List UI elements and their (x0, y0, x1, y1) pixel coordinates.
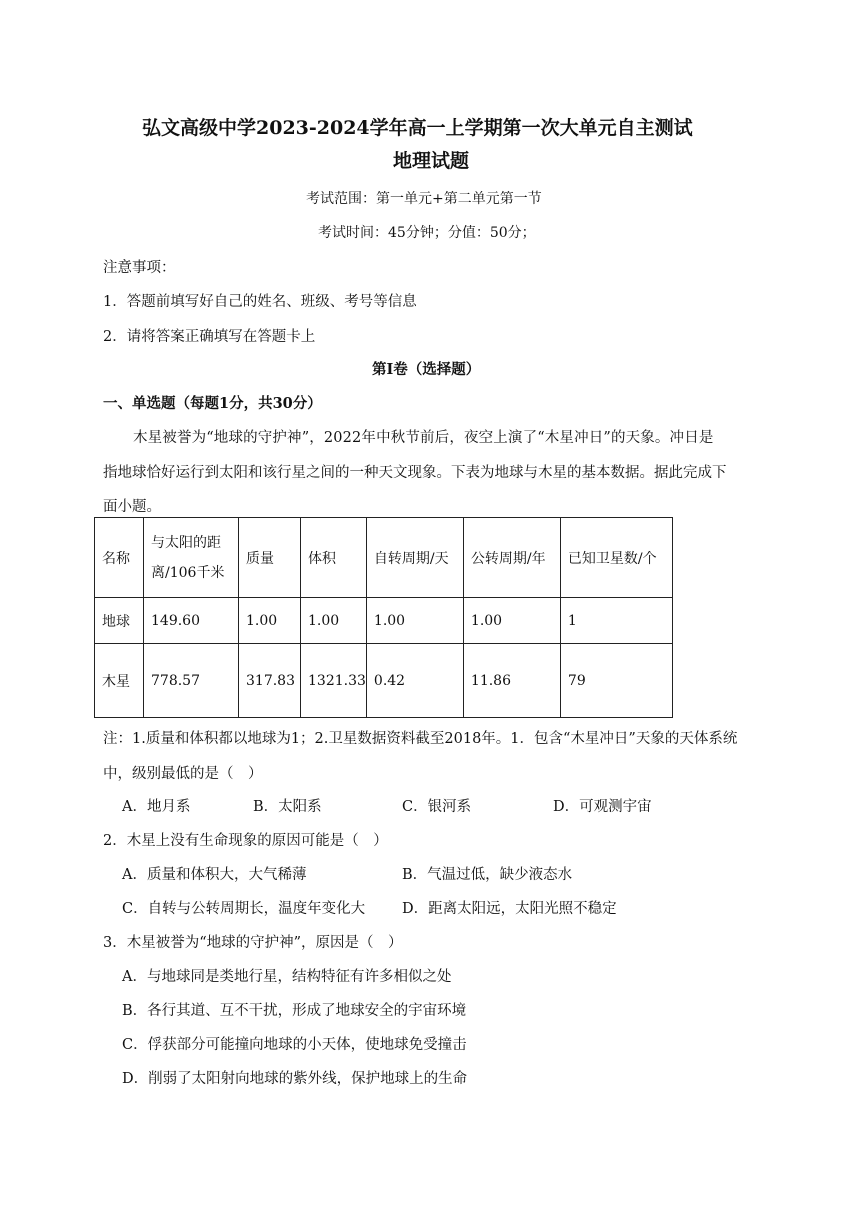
subject-title: 地理试题 (393, 150, 470, 172)
q2-option-a: A．质量和体积大，大气稀薄 (122, 867, 307, 883)
q3-option-a: A．与地球同是类地行星，结构特征有许多相似之处 (122, 969, 452, 985)
table-cell: 1 (560, 598, 672, 644)
table-header-cell: 质量 (239, 518, 301, 598)
q3-stem: 3．木星被誉为“地球的守护神”，原因是（ ） (103, 935, 403, 951)
intro-line-2: 指地球恰好运行到太阳和该行星之间的一种天文现象。下表为地球与木星的基本数据。据此完成下 (103, 465, 727, 481)
table-header-cell: 与太阳的距离/106千米 (144, 518, 239, 598)
exam-time: 考试时间：45分钟；分值：50分； (318, 225, 536, 241)
table-row (95, 644, 673, 718)
table-cell: 木星 (95, 644, 144, 718)
table-cell: 地球 (95, 598, 144, 644)
q3-option-c: C．俘获部分可能撞向地球的小天体，使地球免受撞击 (122, 1037, 467, 1053)
table-cell: 1.00 (239, 598, 301, 644)
q2-option-b: B．气温过低，缺少液态水 (402, 867, 573, 883)
intro-line-1: 木星被誉为“地球的守护神”，2022年中秋节前后，夜空上演了“木星冲日”的天象。冲日是 (133, 430, 714, 446)
notice-item-1: 1．答题前填写好自己的姓名、班级、考号等信息 (103, 294, 417, 310)
section-title: 第Ⅰ卷（选择题） (372, 361, 481, 378)
q1-option-d: D．可观测宇宙 (553, 799, 652, 815)
table-cell: 1.00 (366, 598, 463, 644)
table-header-cell: 公转周期/年 (463, 518, 560, 598)
q2-option-c: C．自转与公转周期长，温度年变化大 (122, 901, 366, 917)
table-cell: 11.86 (463, 644, 560, 718)
q1-stem: 中，级别最低的是（ ） (103, 766, 263, 782)
table-row (95, 598, 673, 644)
table-header-row (95, 518, 673, 598)
q1-option-c: C．银河系 (402, 799, 472, 815)
q3-option-d: D．削弱了太阳射向地球的紫外线，保护地球上的生命 (122, 1071, 468, 1087)
table-cell: 778.57 (144, 644, 239, 718)
table-note: 注：1.质量和体积都以地球为1；2.卫星数据资料截至2018年。1．包含“木星冲日”天象的天体系统 (103, 731, 738, 747)
notice-heading: 注意事项： (103, 260, 176, 276)
planet-data-table (94, 517, 673, 718)
table-cell: 149.60 (144, 598, 239, 644)
table-cell: 1321.33 (301, 644, 367, 718)
table-header-cell: 自转周期/天 (366, 518, 463, 598)
table-header-cell: 已知卫星数/个 (560, 518, 672, 598)
table-cell: 79 (560, 644, 672, 718)
notice-item-2: 2．请将答案正确填写在答题卡上 (103, 329, 316, 345)
part-title: 一、单选题（每题1分，共30分） (103, 395, 322, 412)
q3-option-b: B．各行其道、互不干扰，形成了地球安全的宇宙环境 (122, 1003, 467, 1019)
table-header-cell: 体积 (301, 518, 367, 598)
exam-title: 弘文高级中学2023-2024学年高一上学期第一次大单元自主测试 (142, 117, 693, 139)
q2-stem: 2．木星上没有生命现象的原因可能是（ ） (103, 833, 388, 849)
exam-scope: 考试范围：第一单元+第二单元第一节 (306, 191, 542, 207)
q1-option-b: B．太阳系 (253, 799, 322, 815)
table-cell: 317.83 (239, 644, 301, 718)
table-header-cell: 名称 (95, 518, 144, 598)
intro-line-3: 面小题。 (103, 499, 161, 515)
table-cell: 1.00 (301, 598, 367, 644)
table-cell: 0.42 (366, 644, 463, 718)
table-cell: 1.00 (463, 598, 560, 644)
q1-option-a: A．地月系 (122, 799, 191, 815)
q2-option-d: D．距离太阳远，太阳光照不稳定 (402, 901, 617, 917)
